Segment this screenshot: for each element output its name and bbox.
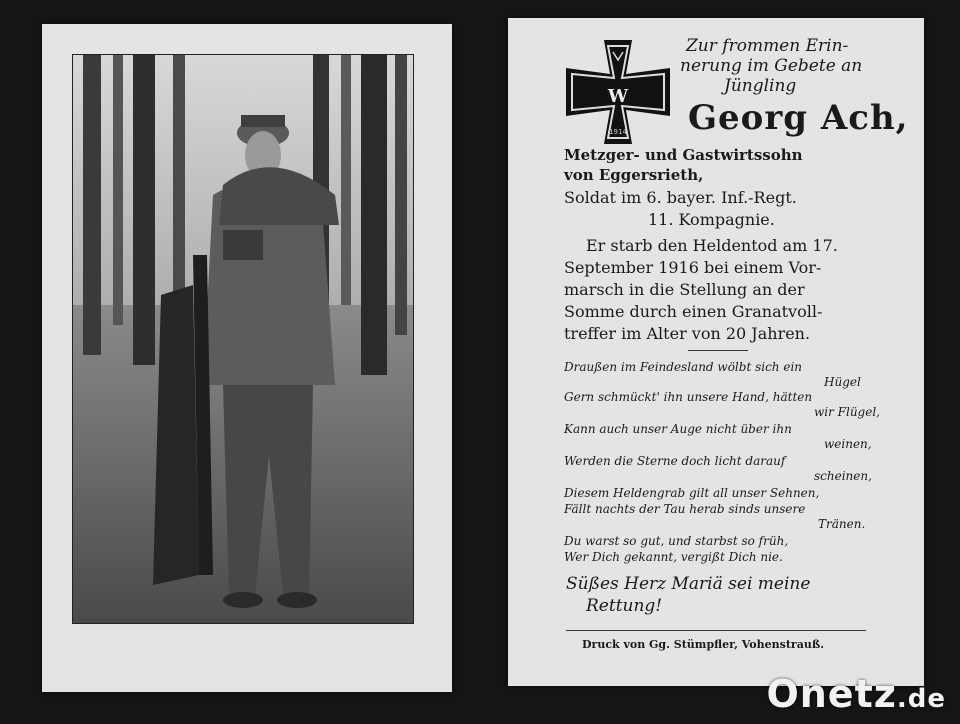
poem-line-6: weinen, bbox=[824, 437, 872, 451]
divider-bottom bbox=[566, 630, 866, 631]
watermark-brand: Onetz bbox=[766, 672, 897, 716]
poem-line-2: Hügel bbox=[824, 375, 861, 389]
origin-line-2: von Eggersrieth, bbox=[564, 166, 704, 184]
poem-line-1: Draußen im Feindesland wölbt sich ein bbox=[564, 360, 803, 374]
photo-card bbox=[42, 24, 452, 692]
poem-line-5: Kann auch unser Auge nicht über ihn bbox=[564, 422, 792, 436]
poem-line-8: scheinen, bbox=[814, 469, 872, 483]
poem-line-3: Gern schmückt' ihn unsere Hand, hätten bbox=[564, 390, 813, 404]
unit-line-1: Soldat im 6. bayer. Inf.-Regt. bbox=[564, 188, 797, 207]
intro-line-1: Zur frommen Erin- bbox=[686, 36, 849, 56]
deceased-name: Georg Ach, bbox=[688, 98, 909, 138]
poem-line-4: wir Flügel, bbox=[814, 405, 880, 419]
poem-line-7: Werden die Sterne doch licht darauf bbox=[564, 454, 786, 468]
cross-year: 1914 bbox=[609, 128, 627, 136]
poem-line-13: Wer Dich gekannt, vergißt Dich nie. bbox=[564, 550, 783, 564]
divider-short bbox=[688, 350, 748, 351]
prayer-line-1: Süßes Herz Mariä sei meine bbox=[566, 574, 811, 594]
cross-letter: W bbox=[607, 86, 629, 107]
death-line-2: September 1916 bei einem Vor- bbox=[564, 258, 822, 277]
iron-cross-icon bbox=[564, 38, 672, 146]
onetz-watermark bbox=[766, 672, 946, 716]
death-line-1: Er starb den Heldentod am 17. bbox=[586, 236, 838, 255]
death-line-4: Somme durch einen Granatvoll- bbox=[564, 302, 823, 321]
origin-line-1: Metzger- und Gastwirtssohn bbox=[564, 146, 803, 164]
prayer-line-2: Rettung! bbox=[586, 596, 663, 616]
memorial-card bbox=[508, 18, 924, 686]
poem-line-9: Diesem Heldengrab gilt all unser Sehnen, bbox=[564, 486, 820, 500]
poem-line-11: Tränen. bbox=[818, 517, 866, 531]
poem-line-12: Du warst so gut, und starbst so früh, bbox=[564, 534, 789, 548]
death-line-3: marsch in die Stellung an der bbox=[564, 280, 805, 299]
printer-imprint: Druck von Gg. Stümpfler, Vohenstrauß. bbox=[582, 638, 825, 651]
watermark-domain: .de bbox=[896, 684, 946, 714]
soldier-photograph bbox=[72, 54, 414, 624]
intro-line-2: nerung im Gebete an bbox=[680, 56, 863, 76]
intro-line-3: Jüngling bbox=[724, 76, 797, 96]
death-line-5: treffer im Alter von 20 Jahren. bbox=[564, 324, 811, 343]
poem-line-10: Fällt nachts der Tau herab sinds unsere bbox=[564, 502, 806, 516]
unit-line-2: 11. Kompagnie. bbox=[648, 210, 775, 229]
